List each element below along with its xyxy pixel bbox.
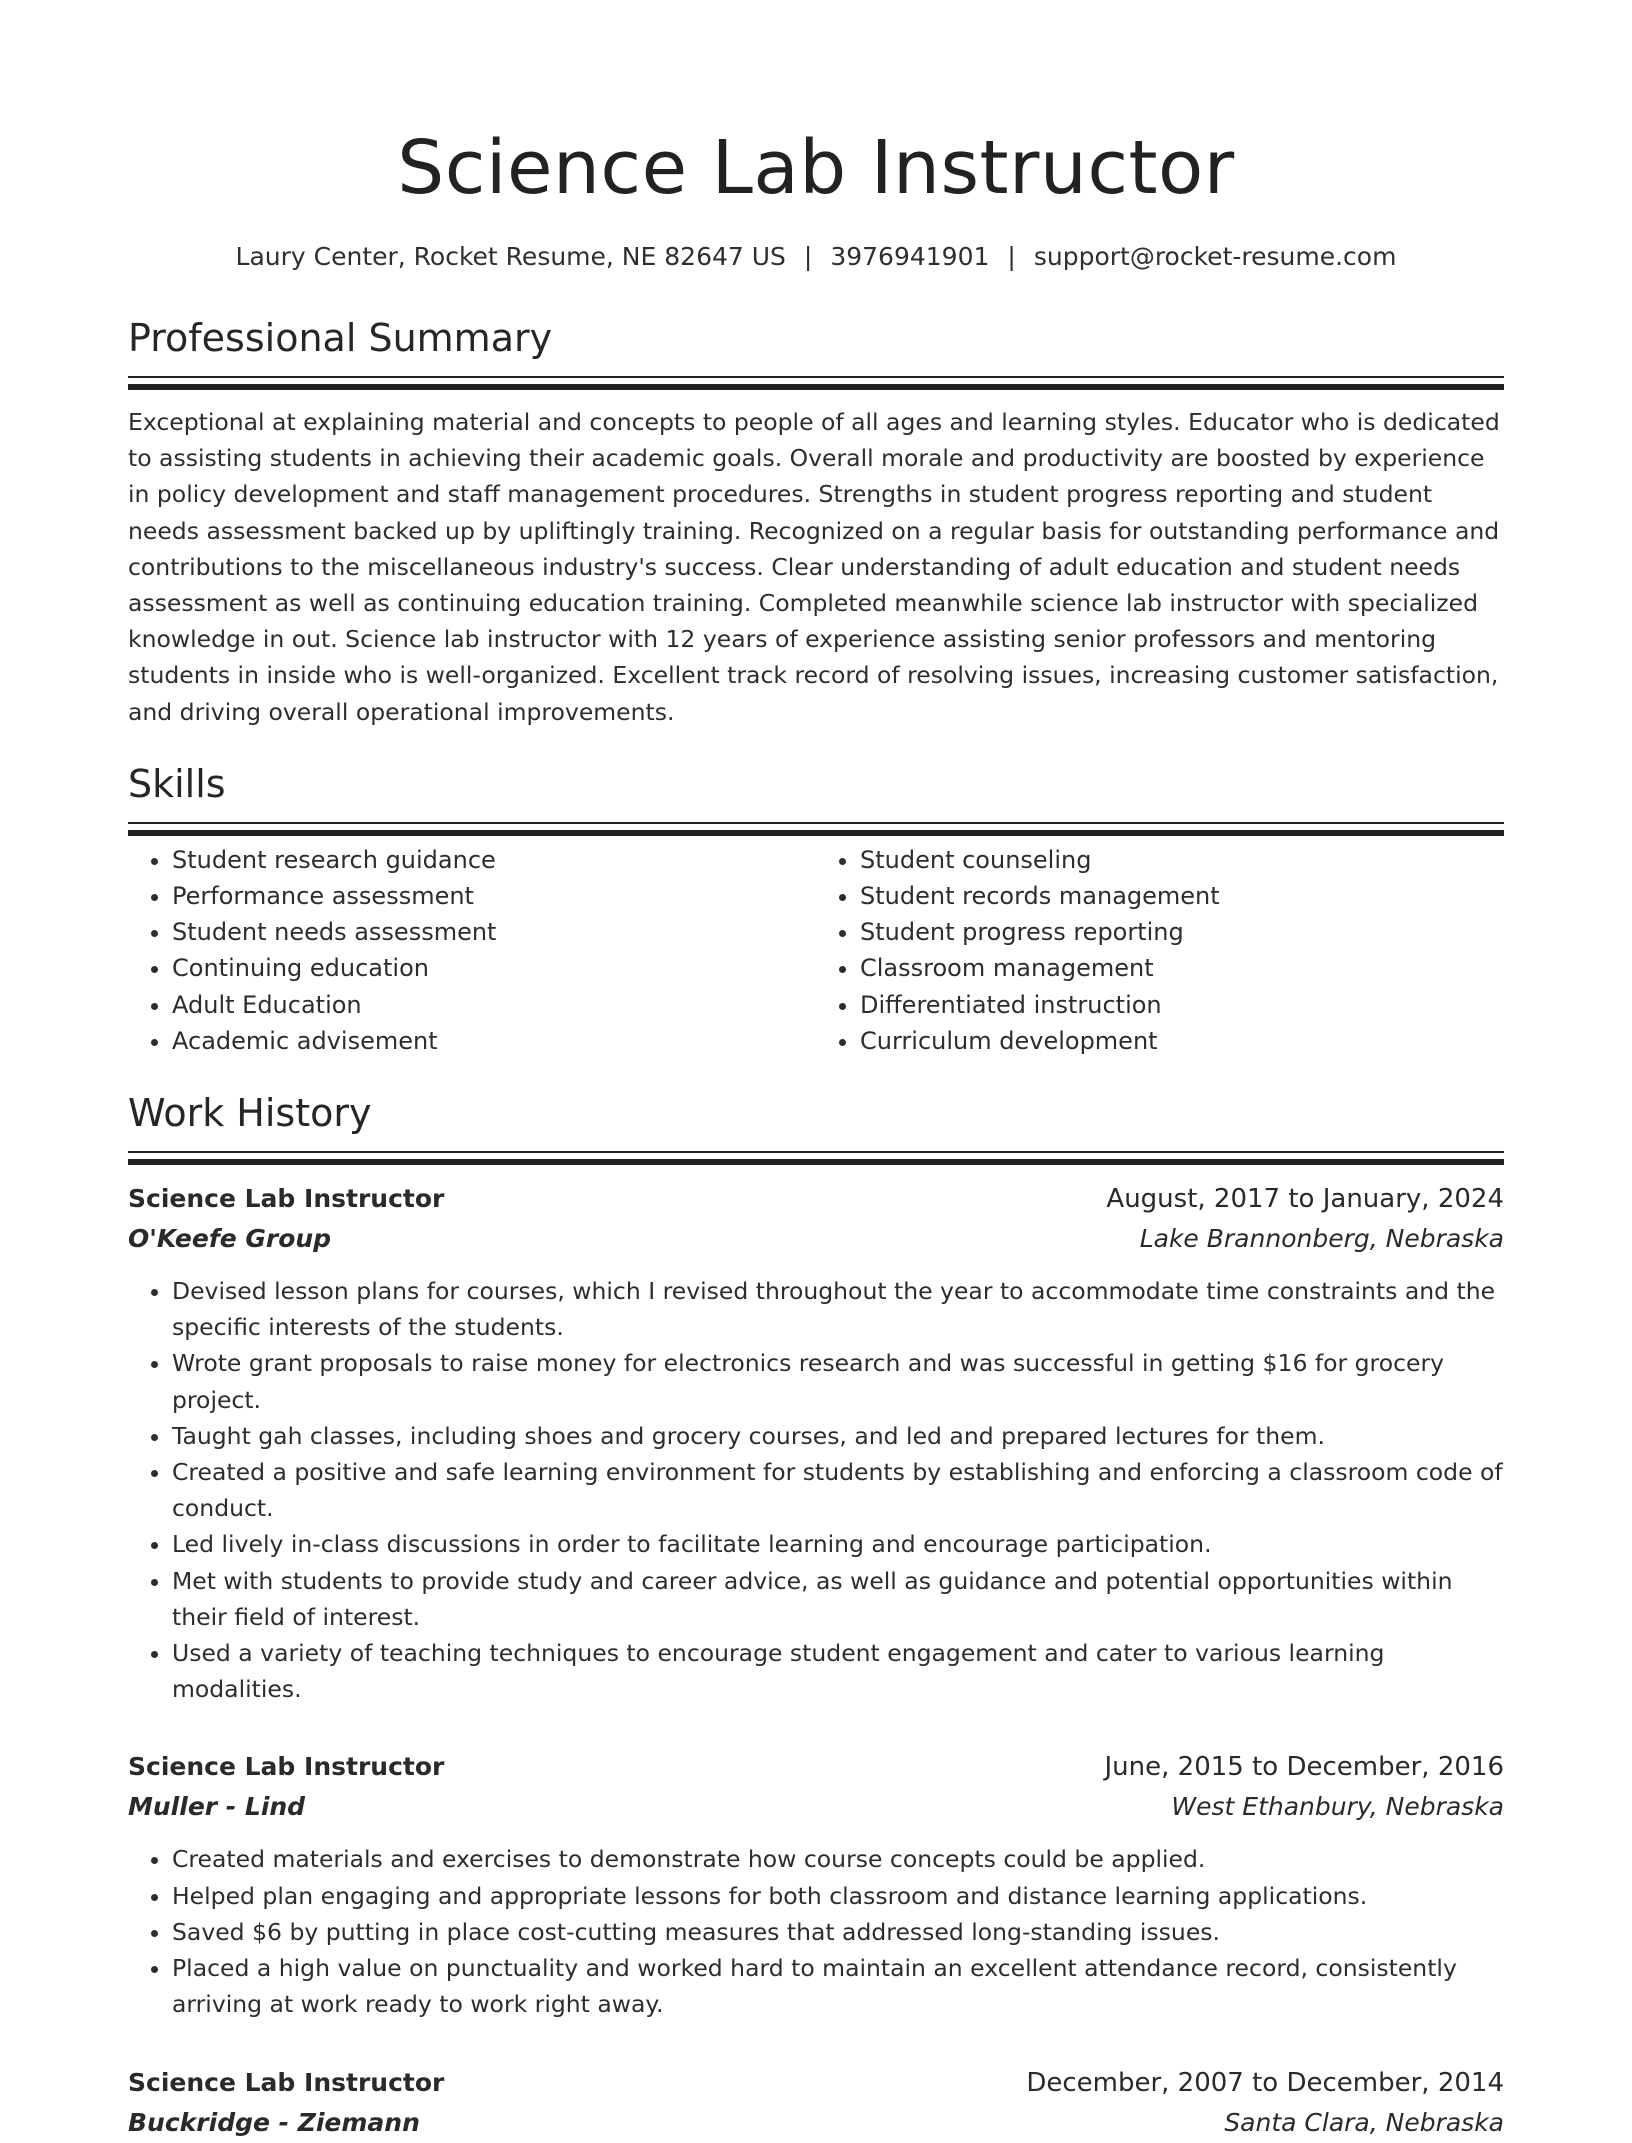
job-dates: August, 2017 to January, 2024	[1106, 1184, 1504, 1215]
contact-address: Laury Center, Rocket Resume, NE 82647 US	[235, 242, 786, 271]
skill-item: • Student research guidance	[172, 842, 816, 878]
job-bullet: • Led lively in-class discussions in order to facilitate learning and encourage participation.	[172, 1526, 1504, 1562]
job-company: Buckridge - Ziemann	[128, 2107, 420, 2137]
job-location: Lake Brannonberg, Nebraska	[1139, 1224, 1504, 1254]
skill-item: • Student counseling	[860, 842, 1504, 878]
job-bullet: • Taught gah classes, including shoes and grocery courses, and led and prepared lectures for them.	[172, 1418, 1504, 1454]
contact-email: support@rocket-resume.com	[1033, 242, 1397, 271]
job-bullet: • Placed a high value on punctuality and worked hard to maintain an excellent attendance record, consistently arriving at work ready to work right away.	[172, 1950, 1504, 2022]
job-subheader	[128, 2103, 1504, 2143]
skills-column-left	[128, 842, 816, 1059]
skill-item: • Curriculum development	[860, 1023, 1504, 1059]
skills-list	[128, 842, 1504, 1059]
skill-item: • Differentiated instruction	[860, 987, 1504, 1023]
job-bullet: • Devised lesson plans for courses, which I revised throughout the year to accommodate time constraints and the specific interests of the students.	[172, 1273, 1504, 1345]
job-location: West Ethanbury, Nebraska	[1171, 1792, 1504, 1822]
job-company: Muller - Lind	[128, 1792, 306, 1822]
contact-separator: |	[1007, 242, 1016, 271]
job-header	[128, 1747, 1504, 1787]
work-history-heading: Work History	[128, 1091, 372, 1136]
resume-page	[128, 0, 1504, 2143]
section-divider	[128, 1151, 1504, 1157]
job-header	[128, 2063, 1504, 2103]
job-bullet: • Created a positive and safe learning environment for students by establishing and enforcing a classroom code of conduct.	[172, 1454, 1504, 1526]
job-title: Science Lab Instructor	[128, 2067, 445, 2097]
contact-separator: |	[803, 242, 813, 271]
job-title: Science Lab Instructor	[128, 1184, 445, 1214]
skill-item: • Adult Education	[172, 987, 816, 1023]
section-divider	[128, 822, 1504, 828]
skill-item: • Student progress reporting	[860, 914, 1504, 950]
job-company: O'Keefe Group	[128, 1224, 332, 1254]
summary-text: Exceptional at explaining material and concepts to people of all ages and learning styles. Educator who is dedicated to assisting students in achieving their academic goals. Overall morale and productivity are boosted by experience in policy development and staff management procedures. Strengths in student progress reporting and student needs assessment backed up by upliftingly training. Recognized on a regular basis for outstanding performance and contributions to the miscellaneous industry's success. Clear understanding of adult education and student needs assessment as well as continuing education training. Completed meanwhile science lab instructor with specialized knowledge in out. Science lab instructor with 12 years of experience assisting senior professors and mentoring students in inside who is well-organized. Excellent track record of resolving issues, increasing customer satisfaction, and driving overall operational improvements.	[128, 408, 1500, 726]
job-bullet: • Wrote grant proposals to raise money for electronics research and was successful in getting $16 for grocery project.	[172, 1345, 1504, 1417]
skills-column-right	[816, 842, 1504, 1059]
job-bullet: • Saved $6 by putting in place cost-cutting measures that addressed long-standing issues.	[172, 1914, 1504, 1950]
skill-item: • Student records management	[860, 878, 1504, 914]
job-bullet: • Created materials and exercises to demonstrate how course concepts could be applied.	[172, 1841, 1504, 1877]
job-entry	[128, 1179, 1504, 1707]
contact-line	[128, 240, 1504, 274]
job-bullet: • Met with students to provide study and career advice, as well as guidance and potential opportunities within their field of interest.	[172, 1563, 1504, 1635]
skill-item: • Performance assessment	[172, 878, 816, 914]
resume-name: Science Lab Instructor	[397, 125, 1235, 211]
contact-phone: 3976941901	[830, 242, 990, 271]
job-header	[128, 1179, 1504, 1219]
job-bullet: • Helped plan engaging and appropriate lessons for both classroom and distance learning applications.	[172, 1878, 1504, 1914]
job-title: Science Lab Instructor	[128, 1752, 445, 1782]
job-bullets	[128, 1841, 1504, 2022]
skill-item: • Classroom management	[860, 950, 1504, 986]
job-entry	[128, 2063, 1504, 2143]
skill-item: • Continuing education	[172, 950, 816, 986]
skill-item: • Student needs assessment	[172, 914, 816, 950]
skills-heading: Skills	[128, 761, 226, 806]
section-divider	[128, 376, 1504, 382]
job-dates: December, 2007 to December, 2014	[1026, 2067, 1504, 2098]
skill-item: • Academic advisement	[172, 1023, 816, 1059]
summary-heading: Professional Summary	[128, 316, 553, 360]
job-entry	[128, 1747, 1504, 2022]
job-bullet: • Used a variety of teaching techniques to encourage student engagement and cater to various learning modalities.	[172, 1635, 1504, 1707]
job-location: Santa Clara, Nebraska	[1224, 2107, 1504, 2137]
job-bullets	[128, 1273, 1504, 1707]
job-dates: June, 2015 to December, 2016	[1104, 1752, 1504, 1783]
job-subheader	[128, 1219, 1504, 1259]
job-subheader	[128, 1787, 1504, 1827]
